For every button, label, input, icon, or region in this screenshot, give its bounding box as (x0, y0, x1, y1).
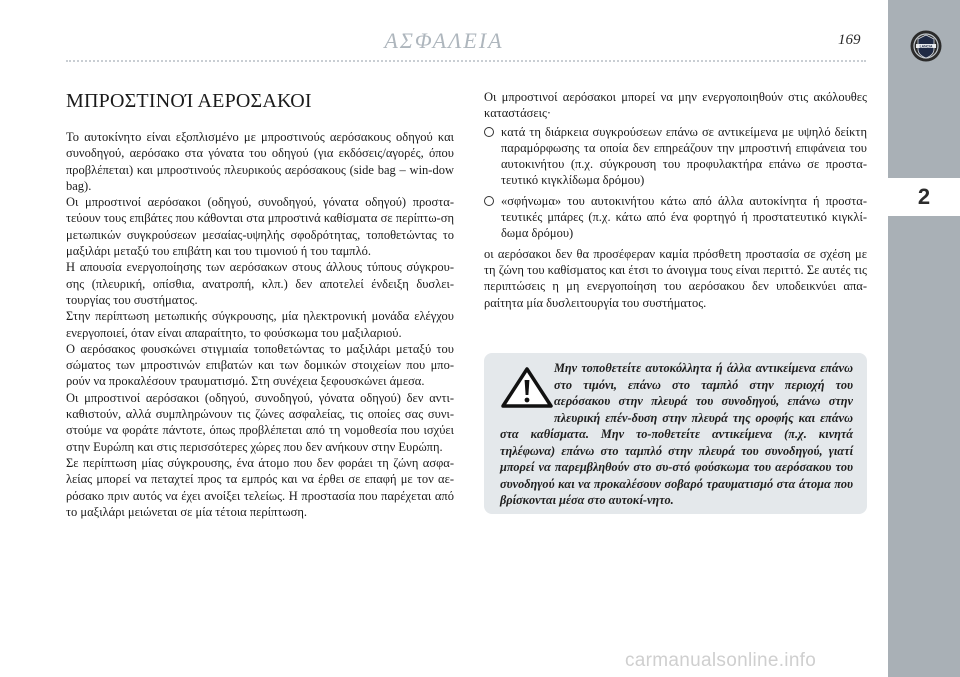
left-body-text (66, 129, 454, 520)
list-item (484, 193, 867, 242)
paragraph: Ο αερόσακος φουσκώνει στιγμιαία τοποθετώντας το μαξιλάρι μεταξύ του σώματος των μπροστινών επιβατών και των δομικών στοιχείων που μπο-ρούν να προκαλέσουν τραυματισμό. Στη συνέχεια ξεφουσκώνει άμεσα. (66, 341, 454, 389)
list-item-text: «σφήνωμα» του αυτοκινήτου κάτω από άλλα αυτοκίνητα ή προστα-τευτικές μπάρες (π.χ. κάτω από ένα φορτηγό ή προστατευτικό κιγκλί-δωμα δρόμου) (501, 193, 867, 241)
intro-paragraph: Οι μπροστινοί αερόσακοι μπορεί να μην ενεργοποιηθούν στις ακόλουθες καταστάσεις· (484, 90, 867, 121)
right-body-text (484, 89, 867, 311)
page-header-title: ΑΣΦΑΛΕΙΑ (384, 28, 504, 53)
chapter-number-tab[interactable]: 2 (888, 178, 960, 216)
lancia-logo-icon (910, 29, 942, 63)
chapter-sidebar (888, 0, 960, 677)
page-number: 169 (838, 32, 861, 48)
outro-paragraph: οι αερόσακοι δεν θα προσέφεραν καμία πρόσθετη προστασία σε σχέση με τη ζώνη του καθίσματος και έτσι το άνοιγμα τους είναι περιττό. Σε αυτές τις περιπτώσεις η μη ενεργοποίηση του αερόσακου δεν υποδεικνύει απα-ραίτητα μία δυσλειτουργία του συστήματος. (484, 246, 867, 310)
paragraph: Η απουσία ενεργοποίησης των αερόσακων στους άλλους τύπους σύγκρου-σης (πλευρική, οπίσθια, ανατροπή, κλπ.) δεν αποτελεί ένδειξη δυσλει-τουργίας του συστήματος. (66, 260, 454, 307)
section-title: ΜΠΡΟΣΤΙΝΟΊ ΑΕΡΟΣΑΚΟΙ (66, 90, 312, 112)
warning-triangle-icon (500, 367, 554, 409)
paragraph: Το αυτοκίνητο είναι εξοπλισμένο με μπροστινούς αερόσακους οδηγού και συνοδηγού, αερόσακο στα γόνατα του οδηγού (για εκδόσεις/αγορές, όπου προβλέπεται) και μπροστινούς πλευρικούς αερόσακους (side bag – win-dow bag). (66, 130, 454, 193)
list-item-text: κατά τη διάρκεια συγκρούσεων επάνω σε αντικείμενα με υψηλό δείκτη παραμόρφωσης τα οποία δεν επηρεάζουν την μπροστινή επιφάνεια του αυτοκινήτου (π.χ. σύγκρουση του προφυλακτήρα επάνω σε προστα-τευτικό κιγκλίδωμα δρόμου) (501, 124, 867, 188)
list-item (484, 124, 867, 189)
header-divider (66, 60, 866, 62)
left-column (66, 90, 454, 520)
right-column (484, 89, 867, 311)
paragraph: Οι μπροστινοί αερόσακοι (οδηγού, συνοδηγού, γόνατα οδηγού) προστα-τεύουν τους επιβάτες που κάθονται στα μπροστινά καθίσματα σε περίπτω-ση μετωπικών συγκρούσεων μεσαίας-υψηλής σφοδρότητας, τοποθετώντας το μαξιλάρι μεταξύ του επιβάτη και του τιμονιού ή του ταμπλό. (66, 195, 454, 259)
paragraph: Σε περίπτωση μίας σύγκρουσης, ένα άτομο που δεν φοράει τη ζώνη ασφα-λείας μπορεί να πεταχτεί προς τα εμπρός και να έρθει σε επαφή με τον αε-ρόσακο πριν αυτός να έχει ανοίξει τελείως. Η προστασία που παρέχεται από το μαξιλάρι μειώνεται σε μία τέτοια περίπτωση. (66, 455, 454, 519)
watermark: carmanualsonline.info (625, 650, 817, 671)
lancia-logo-text: LANCIA (919, 44, 933, 49)
conditions-list (484, 124, 867, 242)
warning-box (484, 353, 867, 514)
circle-bullet-icon (484, 127, 494, 137)
circle-bullet-icon (484, 196, 494, 206)
paragraph: Στην περίπτωση μετωπικής σύγκρουσης, μία ηλεκτρονική μονάδα ελέγχου ενεργοποιεί, όταν είναι απαραίτητο, το φούσκωμα του μαξιλαριού. (66, 309, 454, 340)
warning-text: Μην τοποθετείτε αυτοκόλλητα ή άλλα αντικείμενα επάνω στο τιμόνι, επάνω στο ταμπλό στην περιοχή του αερόσακου στην πλευρά του συνοδηγού, επάνω στην πλευρική επέν-δυση στην πλευρά της οροφής και επάνω στα καθίσματα. Μην το-ποθετείτε αντικείμενα (π.χ. κινητά τηλέφωνα) επάνω στο ταμπλό στην πλευρά του συνοδηγού, γιατί μπορεί να παρεμβληθούν στο συ-στό φούσκωμα του αερόσακου του συνοδηγού και να προκαλέσουν σοβαρό τραυματισμό στα άτομα που βρίσκονται μέσα στο αυτοκί-νητο. (500, 361, 853, 507)
paragraph: Οι μπροστινοί αερόσακοι (οδηγού, συνοδηγού, γόνατα οδηγού) δεν αντι-καθιστούν, αλλά συμπληρώνουν τις ζώνες ασφαλείας, τις οποίες σας συνι-στούμε να φοράτε πάντοτε, όπως προβλέπεται από τη νομοθεσία που ισχύει στην Ευρώπη και στις περισσότερες χώρες που δεν ανήκουν στην Ευρώπη. (66, 390, 454, 454)
